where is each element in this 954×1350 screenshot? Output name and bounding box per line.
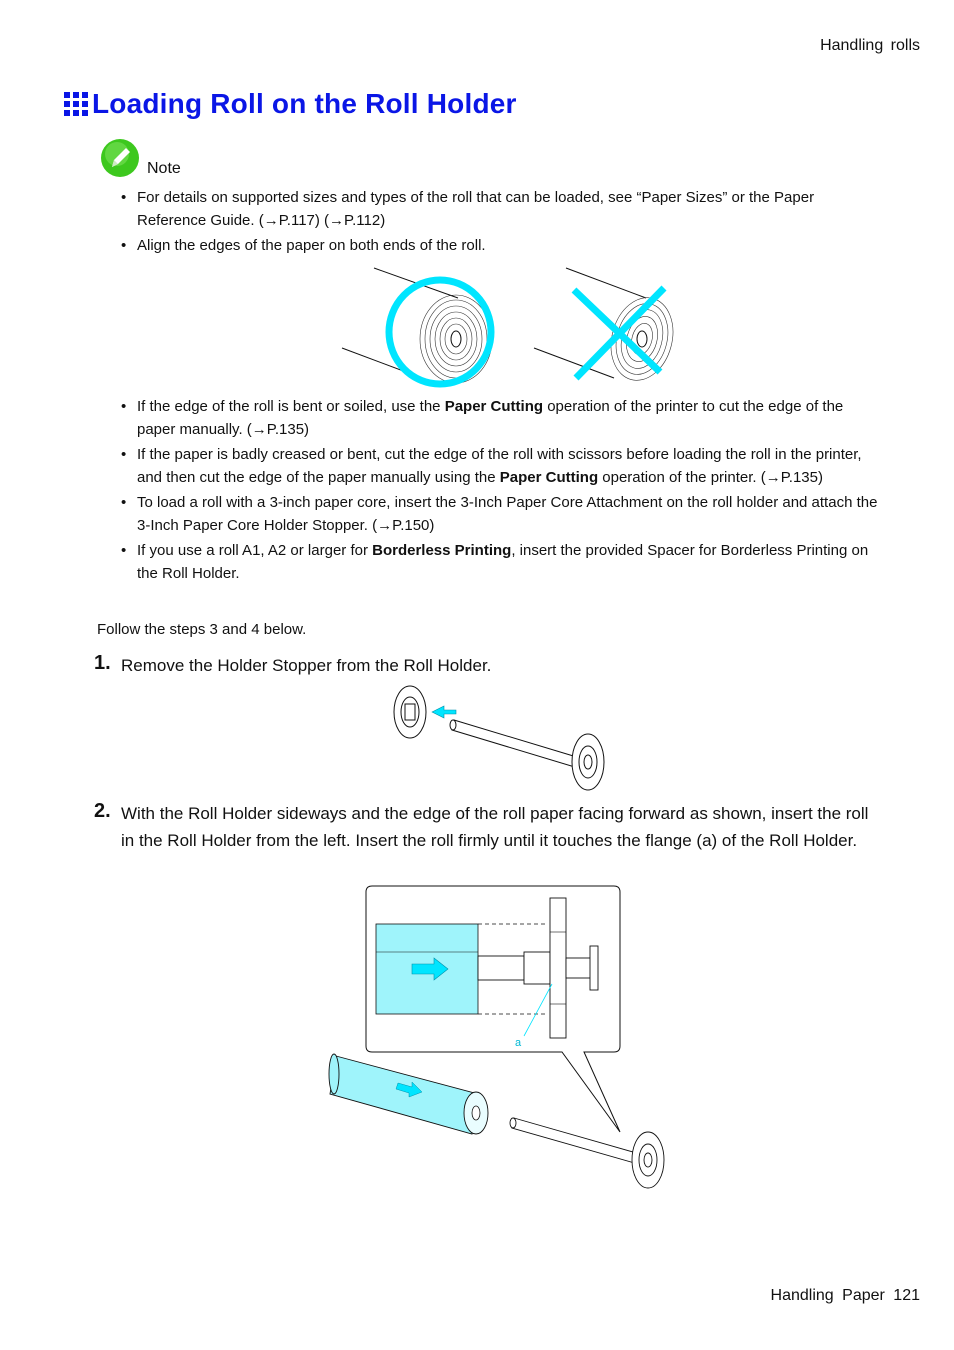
roll-insertion-illustration bbox=[328, 884, 678, 1194]
grid-dots-icon bbox=[64, 92, 88, 116]
list-item: • If the edge of the roll is bent or soiled, use the Paper Cutting operation of the printer to cut the edge of the paper manually. (→P.135) bbox=[120, 395, 880, 441]
flange-label: a bbox=[515, 1037, 522, 1049]
follow-steps-text: Follow the steps 3 and 4 below. bbox=[97, 621, 307, 638]
note-list-top bbox=[120, 186, 880, 259]
step-2 bbox=[94, 800, 874, 854]
flange-a bbox=[550, 898, 566, 1038]
step-text: Remove the Holder Stopper from the Roll Holder. bbox=[121, 656, 492, 675]
list-item: • Align the edges of the paper on both ends of the roll. bbox=[120, 234, 880, 257]
note-label: Note bbox=[147, 160, 181, 177]
note-header bbox=[100, 138, 181, 180]
note-list-bottom bbox=[120, 395, 880, 587]
page-number: 121 bbox=[893, 1287, 920, 1304]
pencil-note-icon bbox=[100, 138, 142, 180]
paper-roll bbox=[329, 1054, 488, 1134]
cross-incorrect-mark bbox=[574, 288, 664, 378]
footer-chapter: Handling Paper bbox=[770, 1287, 885, 1304]
page-title: Loading Roll on the Roll Holder bbox=[92, 88, 517, 119]
running-header: Handling rolls bbox=[820, 37, 920, 54]
step-number: 2. bbox=[94, 800, 111, 822]
roll-edge-illustration bbox=[338, 262, 688, 392]
step-text: With the Roll Holder sideways and the edge of the roll paper facing forward as shown, insert the roll in the Roll Holder from the left. Insert the roll firmly until it touches the flange (a) of the Roll Holder. bbox=[121, 804, 869, 850]
list-item: • If you use a roll A1, A2 or larger for Borderless Printing, insert the provided Spacer for Borderless Printing on the Roll Holder. bbox=[120, 539, 880, 585]
list-item: • If the paper is badly creased or bent, cut the edge of the roll with scissors before loading the roll in the printer, and then cut the edge of the paper manually using the Paper Cutting operation of the printer. (→P.135) bbox=[120, 443, 880, 489]
roll-holder bbox=[510, 1118, 664, 1188]
circle-correct-mark bbox=[389, 280, 491, 384]
holder-stopper-illustration bbox=[388, 684, 610, 796]
page-footer bbox=[771, 1287, 920, 1305]
section-heading bbox=[64, 88, 517, 120]
step-1 bbox=[94, 652, 874, 679]
arrow-left-icon bbox=[432, 706, 456, 718]
list-item: • For details on supported sizes and types of the roll that can be loaded, see “Paper Sizes” or the Paper Reference Guide. (→P.117) (→P.112) bbox=[120, 186, 880, 232]
step-number: 1. bbox=[94, 652, 111, 674]
list-item: • To load a roll with a 3-inch paper core, insert the 3-Inch Paper Core Attachment on the roll holder and attach the 3-Inch Paper Core Holder Stopper. (→P.150) bbox=[120, 491, 880, 537]
